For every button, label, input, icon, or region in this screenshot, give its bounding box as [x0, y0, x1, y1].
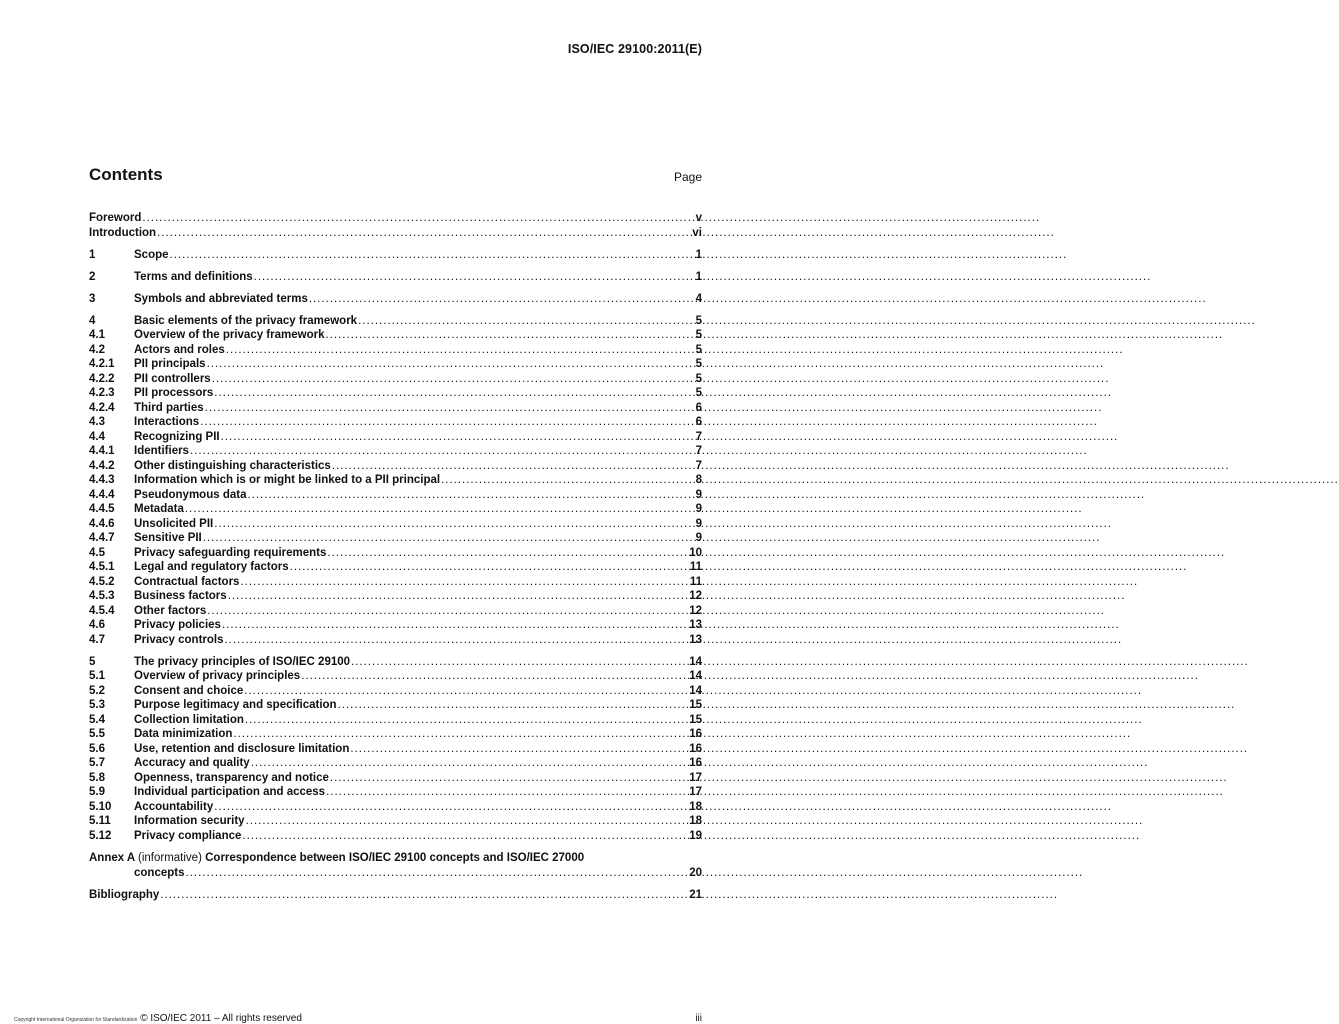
toc-entry-page: 7 [695, 459, 702, 472]
toc-entry-title: Foreword [89, 212, 142, 224]
dot-leader [214, 386, 694, 401]
toc-entry-number: 4.2 [89, 343, 105, 356]
toc-entry-page: 6 [695, 416, 702, 429]
toc-entry-number: 5.11 [89, 815, 111, 828]
toc-entry-page: v [695, 212, 702, 224]
toc-entry-title: Basic elements of the privacy framework [134, 314, 358, 327]
toc-entry[interactable] [89, 226, 702, 241]
toc-entry[interactable] [89, 314, 702, 329]
toc-group-clause-4 [89, 314, 702, 648]
toc-entry[interactable] [89, 589, 702, 604]
annex-page: 20 [689, 866, 702, 879]
toc-group-clause-2 [89, 270, 702, 285]
toc-group-clause-1 [89, 248, 702, 263]
toc-entry-number: 4 [89, 314, 96, 327]
dot-leader [226, 343, 695, 358]
toc-entry-title: Accuracy and quality [134, 757, 250, 770]
toc-entry[interactable] [89, 560, 702, 575]
toc-entry[interactable] [89, 401, 702, 416]
toc-entry-title: Overview of privacy principles [134, 670, 301, 683]
annex-title-line1: Correspondence between ISO/IEC 29100 concepts and ISO/IEC 27000 [205, 852, 585, 865]
toc-entry-number: 4.4 [89, 430, 105, 443]
toc-entry[interactable] [89, 669, 702, 684]
toc-entry-number: 5.8 [89, 771, 105, 784]
toc-entry-title: Openness, transparency and notice [134, 771, 329, 784]
toc-entry[interactable] [89, 430, 702, 445]
dot-leader [186, 866, 689, 881]
toc-entry-title: Pseudonymous data [134, 488, 247, 501]
toc-entry[interactable] [89, 357, 702, 372]
toc-entry[interactable] [89, 800, 702, 815]
toc-entry-page: 1 [695, 248, 702, 261]
toc-entry-title: Scope [134, 248, 169, 261]
toc-entry-title: Interactions [134, 416, 200, 429]
toc-entry-page: 16 [689, 728, 702, 741]
dot-leader [214, 517, 694, 532]
footer-copyright-text: © ISO/IEC 2011 – All rights reserved [140, 1013, 302, 1024]
toc-entry-title: Collection limitation [134, 713, 244, 726]
toc-entry-number: 5.5 [89, 728, 105, 741]
toc-entry[interactable] [89, 473, 702, 488]
toc-entry[interactable] [89, 270, 702, 285]
toc-entry-page: 7 [695, 430, 702, 443]
dot-leader [358, 314, 695, 329]
toc-entry-bibliography[interactable] [89, 888, 702, 903]
toc-entry[interactable] [89, 698, 702, 713]
toc-entry-number: 4.4.4 [89, 488, 115, 501]
toc-entry-page: 14 [689, 684, 702, 697]
toc-entry-number: 1 [89, 248, 96, 261]
toc-entry[interactable] [89, 771, 702, 786]
toc-entry-title: Legal and regulatory factors [134, 561, 289, 574]
bibliography-page: 21 [689, 888, 702, 901]
dot-leader [326, 785, 688, 800]
toc-entry-title: PII principals [134, 358, 206, 371]
toc-entry-number: 4.5.4 [89, 604, 115, 617]
dot-leader [157, 226, 691, 241]
toc-entry-page: 16 [689, 757, 702, 770]
toc-entry-title: Recognizing PII [134, 430, 220, 443]
toc-entry-number: 4.5.2 [89, 575, 115, 588]
dot-leader [170, 248, 695, 263]
toc-entry[interactable] [89, 546, 702, 561]
bibliography-title: Bibliography [89, 888, 160, 901]
toc-entry[interactable] [89, 618, 702, 633]
toc-entry[interactable] [89, 756, 702, 771]
toc-entry-page: 9 [695, 517, 702, 530]
toc-entry[interactable] [89, 292, 702, 307]
toc-entry-number: 4.1 [89, 329, 105, 342]
dot-leader [332, 459, 695, 474]
annex-informative: (informative) [138, 852, 202, 865]
dot-leader [301, 669, 688, 684]
toc-entry[interactable] [89, 372, 702, 387]
toc-group-clause-3 [89, 292, 702, 307]
toc-entry-number: 5.6 [89, 742, 105, 755]
dot-leader [207, 357, 695, 372]
toc-entry-page: 14 [689, 670, 702, 683]
toc-entry[interactable] [89, 785, 702, 800]
toc-entry-page: 7 [695, 445, 702, 458]
toc-entry-number: 4.5.3 [89, 590, 115, 603]
dot-leader [350, 742, 688, 757]
toc-entry-number: 4.5 [89, 546, 105, 559]
toc-entry-title: Identifiers [134, 445, 189, 458]
toc-entry-number: 4.4.5 [89, 503, 115, 516]
toc-entry-title: Overview of the privacy framework [134, 329, 325, 342]
toc-entry-title: The privacy principles of ISO/IEC 29100 [134, 655, 351, 668]
toc-entry-number: 5.9 [89, 786, 105, 799]
toc-entry-page: 17 [689, 786, 702, 799]
toc-entry-title: Business factors [134, 590, 227, 603]
toc-entry-title: Third parties [134, 401, 204, 414]
toc-entry[interactable] [89, 444, 702, 459]
toc-entry-title: Privacy safeguarding requirements [134, 546, 327, 559]
toc-entry[interactable] [89, 742, 702, 757]
toc-entry-title: Privacy policies [134, 619, 221, 632]
toc-entry-title: Consent and choice [134, 684, 244, 697]
toc-entry-page: 5 [695, 329, 702, 342]
toc-entry-number: 4.4.2 [89, 459, 115, 472]
toc-entry[interactable] [89, 248, 702, 263]
toc-entry-page: vi [692, 226, 702, 239]
toc-entry-annex-a[interactable] [89, 851, 702, 880]
toc-entry-page: 11 [689, 561, 702, 574]
dot-leader [309, 292, 695, 307]
toc-entry-number: 4.4.6 [89, 517, 115, 530]
dot-leader [160, 888, 688, 903]
toc-entry-title: Other factors [134, 604, 207, 617]
table-of-contents [89, 211, 702, 902]
footer-copyright-small: Copyright International Organization for Standardization [14, 1017, 138, 1023]
toc-entry-page: 18 [689, 800, 702, 813]
toc-entry[interactable] [89, 604, 702, 619]
toc-entry-number: 4.4.3 [89, 474, 115, 487]
toc-entry-page: 5 [695, 387, 702, 400]
annex-label: Annex A [89, 852, 135, 865]
toc-entry-number: 5.12 [89, 829, 112, 842]
toc-group-clause-5 [89, 655, 702, 844]
dot-leader [233, 727, 688, 742]
toc-entry[interactable] [89, 684, 702, 699]
toc-entry-page: 5 [695, 372, 702, 385]
toc-entry-number: 5.1 [89, 670, 105, 683]
toc-entry-number: 4.2.1 [89, 358, 115, 371]
toc-entry-number: 4.2.3 [89, 387, 115, 400]
dot-leader [246, 814, 689, 829]
toc-entry-number: 5.7 [89, 757, 105, 770]
footer-page-number: iii [695, 1013, 702, 1024]
toc-entry[interactable] [89, 502, 702, 517]
toc-entry[interactable] [89, 575, 702, 590]
toc-entry-title: Introduction [89, 226, 157, 239]
toc-entry[interactable] [89, 211, 702, 226]
dot-leader [142, 211, 694, 226]
toc-entry-title: Accountability [134, 800, 214, 813]
dot-leader [203, 531, 695, 546]
toc-entry-number: 5.3 [89, 699, 105, 712]
toc-entry-number: 2 [89, 270, 96, 283]
dot-leader [190, 444, 695, 459]
running-header: ISO/IEC 29100:2011(E) [567, 42, 702, 56]
toc-entry-number: 5.4 [89, 713, 105, 726]
toc-entry[interactable] [89, 386, 702, 401]
toc-entry-page: 5 [695, 314, 702, 327]
toc-entry-title: Data minimization [134, 728, 233, 741]
toc-entry-title: Contractual factors [134, 575, 240, 588]
dot-leader [224, 633, 688, 648]
toc-entry-page: 19 [689, 829, 702, 842]
toc-entry-title: PII controllers [134, 372, 211, 385]
dot-leader [244, 684, 688, 699]
toc-entry-page: 10 [689, 546, 702, 559]
footer-copyright [14, 1013, 302, 1024]
toc-entry-page: 9 [695, 488, 702, 501]
dot-leader [290, 560, 689, 575]
toc-entry-page: 13 [689, 619, 702, 632]
toc-entry-number: 5 [89, 655, 96, 668]
toc-entry-title: Sensitive PII [134, 532, 202, 545]
dot-leader [205, 401, 695, 416]
page-column-label: Page [673, 170, 702, 184]
toc-entry-page: 12 [689, 590, 702, 603]
toc-entry-page: 5 [695, 343, 702, 356]
toc-entry-title: Privacy compliance [134, 829, 242, 842]
toc-entry-title: Terms and definitions [134, 270, 253, 283]
toc-entry-number: 4.5.1 [89, 561, 115, 574]
toc-entry-title: Metadata [134, 503, 184, 516]
dot-leader [242, 829, 688, 844]
toc-entry-page: 6 [695, 401, 702, 414]
toc-entry-number: 3 [89, 292, 96, 305]
toc-entry[interactable] [89, 829, 702, 844]
toc-entry-number: 4.7 [89, 633, 105, 646]
toc-entry-number: 4.6 [89, 619, 105, 632]
toc-entry-page: 9 [695, 503, 702, 516]
toc-entry-number: 4.3 [89, 416, 105, 429]
dot-leader [228, 589, 689, 604]
toc-entry-page: 17 [689, 771, 702, 784]
toc-entry[interactable] [89, 343, 702, 358]
dot-leader [351, 655, 688, 670]
toc-entry-title: Individual participation and access [134, 786, 326, 799]
dot-leader [185, 502, 695, 517]
dot-leader [247, 488, 694, 503]
toc-entry-title: Unsolicited PII [134, 517, 214, 530]
dot-leader [251, 756, 689, 771]
dot-leader [207, 604, 688, 619]
toc-entry[interactable] [89, 415, 702, 430]
toc-entry[interactable] [89, 531, 702, 546]
dot-leader [325, 328, 694, 343]
toc-entry-page: 15 [689, 713, 702, 726]
toc-entry-page: 9 [695, 532, 702, 545]
dot-leader [245, 713, 688, 728]
toc-entry-number: 5.2 [89, 684, 105, 697]
toc-entry[interactable] [89, 814, 702, 829]
toc-entry[interactable] [89, 727, 702, 742]
toc-entry-page: 18 [689, 815, 702, 828]
toc-entry[interactable] [89, 328, 702, 343]
toc-entry-title: Symbols and abbreviated terms [134, 292, 308, 305]
dot-leader [221, 430, 695, 445]
toc-entry-page: 14 [689, 655, 702, 668]
toc-group-front-matter [89, 211, 702, 240]
toc-entry-page: 8 [695, 474, 702, 487]
dot-leader [441, 473, 695, 488]
contents-title: Contents [89, 165, 163, 184]
toc-entry-page: 5 [695, 358, 702, 371]
toc-entry-title: Privacy controls [134, 633, 224, 646]
annex-title-line2: concepts [134, 866, 185, 879]
toc-entry-title: PII processors [134, 387, 214, 400]
toc-entry-number: 5.10 [89, 800, 112, 813]
toc-entry[interactable] [89, 488, 702, 503]
toc-entry-title: Purpose legitimacy and specification [134, 699, 337, 712]
toc-entry-title: Actors and roles [134, 343, 225, 356]
toc-entry-number: 4.2.4 [89, 401, 115, 414]
toc-entry[interactable] [89, 655, 702, 670]
toc-entry-title: Other distinguishing characteristics [134, 459, 331, 472]
dot-leader [254, 270, 695, 285]
toc-entry-title: Use, retention and disclosure limitation [134, 742, 350, 755]
toc-entry-page: 12 [689, 604, 702, 617]
toc-entry-title: Information security [134, 815, 245, 828]
toc-entry-page: 13 [689, 633, 702, 646]
toc-entry-title: Information which is or might be linked to a PII principal [134, 474, 441, 487]
dot-leader [240, 575, 688, 590]
toc-entry-page: 11 [689, 575, 702, 588]
dot-leader [330, 771, 688, 786]
toc-entry-number: 4.2.2 [89, 372, 115, 385]
toc-entry-page: 1 [695, 270, 702, 283]
dot-leader [214, 800, 688, 815]
toc-entry-page: 4 [695, 292, 702, 305]
dot-leader [327, 546, 688, 561]
dot-leader [222, 618, 688, 633]
toc-entry-page: 16 [689, 742, 702, 755]
toc-entry-number: 4.4.1 [89, 445, 115, 458]
toc-entry[interactable] [89, 633, 702, 648]
toc-entry-number: 4.4.7 [89, 532, 115, 545]
toc-entry[interactable] [89, 517, 702, 532]
toc-entry[interactable] [89, 459, 702, 474]
toc-entry-page: 15 [689, 699, 702, 712]
dot-leader [338, 698, 689, 713]
toc-entry[interactable] [89, 713, 702, 728]
dot-leader [212, 372, 695, 387]
dot-leader [200, 415, 694, 430]
